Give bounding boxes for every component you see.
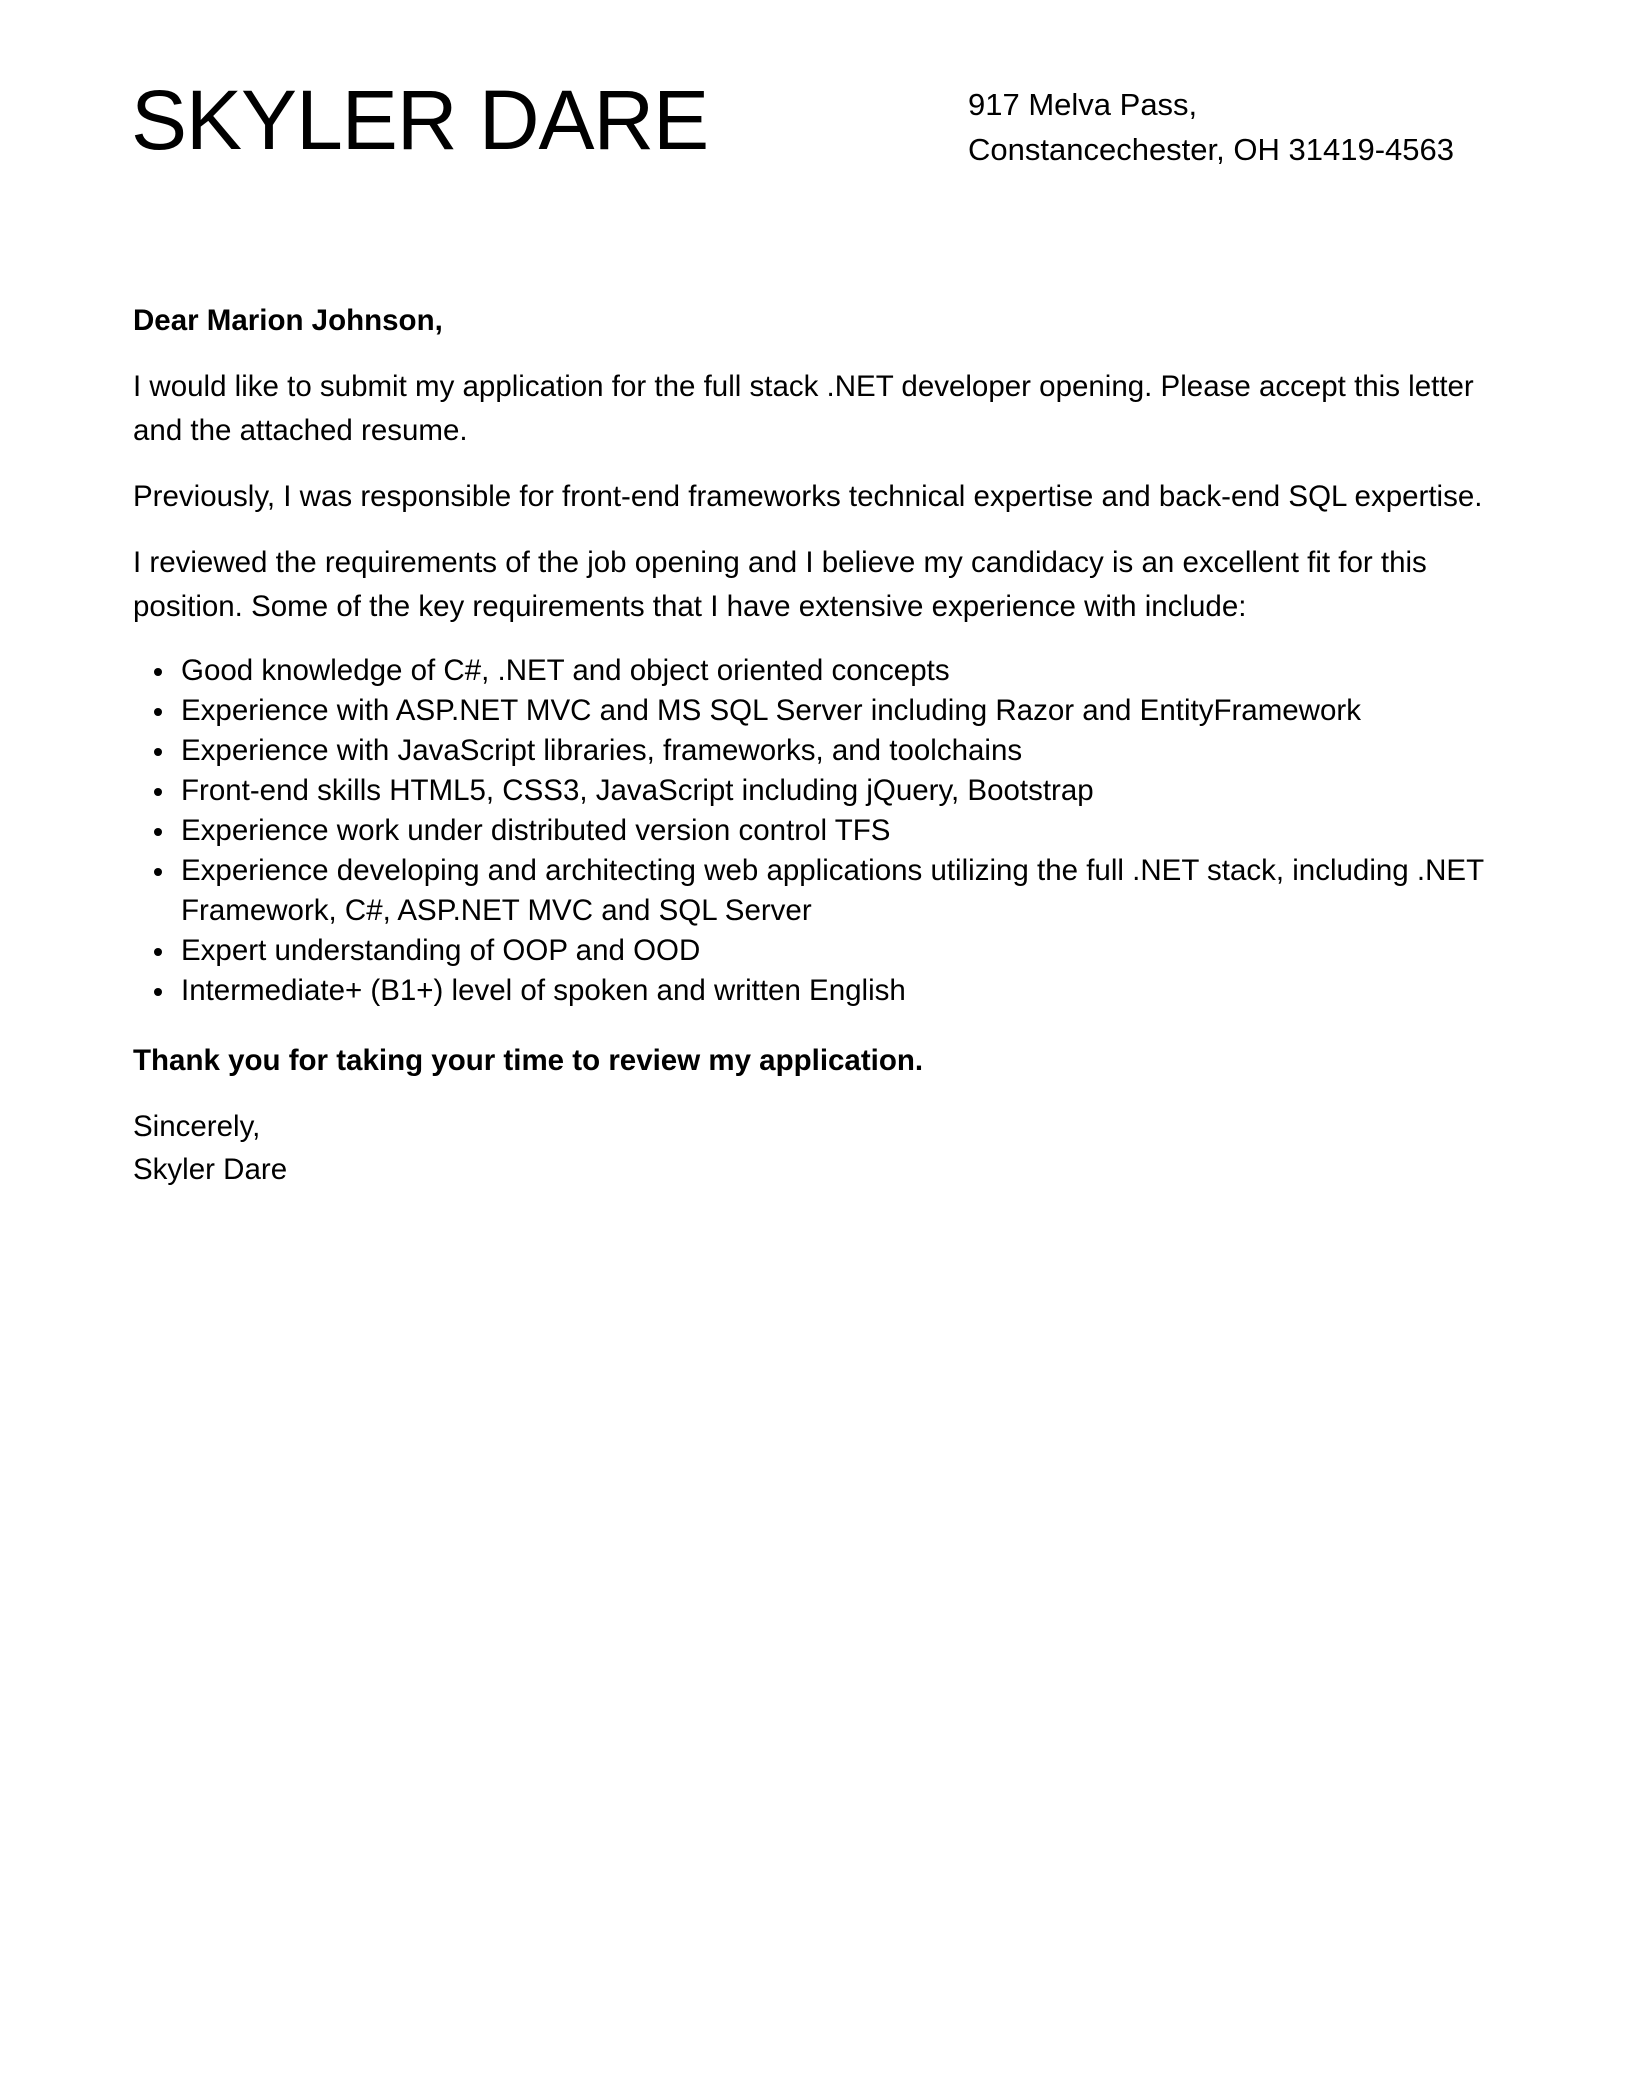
- paragraph-requirements: I reviewed the requirements of the job opening and I believe my candidacy is an excellent fit for this position. Some of the key requirements that I have extensive experience with include:: [133, 546, 1427, 623]
- applicant-address: [968, 82, 1454, 172]
- list-item: Good knowledge of C#, .NET and object oriented concepts: [181, 651, 1503, 691]
- letter-body: [133, 299, 1503, 1191]
- closing-line: Thank you for taking your time to review my application.: [133, 1044, 924, 1077]
- list-item: Experience developing and architecting web applications utilizing the full .NET stack, including .NET Framework, C#, ASP.NET MVC and SQL Server: [181, 851, 1503, 931]
- list-item: Expert understanding of OOP and OOD: [181, 931, 1503, 971]
- list-item: Experience work under distributed version control TFS: [181, 811, 1503, 851]
- signoff-block: [133, 1105, 1503, 1191]
- list-item: Intermediate+ (B1+) level of spoken and written English: [181, 971, 1503, 1011]
- list-item: Front-end skills HTML5, CSS3, JavaScript including jQuery, Bootstrap: [181, 771, 1503, 811]
- paragraph-intro: I would like to submit my application for the full stack .NET developer opening. Please accept this letter and the attached resume.: [133, 370, 1474, 447]
- address-line-2: Constancechester, OH 31419-4563: [968, 132, 1454, 167]
- signoff: Sincerely,: [133, 1110, 261, 1143]
- signature: Skyler Dare: [133, 1153, 288, 1186]
- list-item: Experience with ASP.NET MVC and MS SQL Server including Razor and EntityFramework: [181, 691, 1503, 731]
- applicant-name: SKYLER DARE: [131, 73, 709, 167]
- list-item: Experience with JavaScript libraries, frameworks, and toolchains: [181, 731, 1503, 771]
- salutation: Dear Marion Johnson,: [133, 304, 443, 337]
- paragraph-experience: Previously, I was responsible for front-end frameworks technical expertise and back-end SQL expertise.: [133, 480, 1483, 513]
- address-line-1: 917 Melva Pass,: [968, 87, 1198, 122]
- requirements-list: [133, 651, 1503, 1011]
